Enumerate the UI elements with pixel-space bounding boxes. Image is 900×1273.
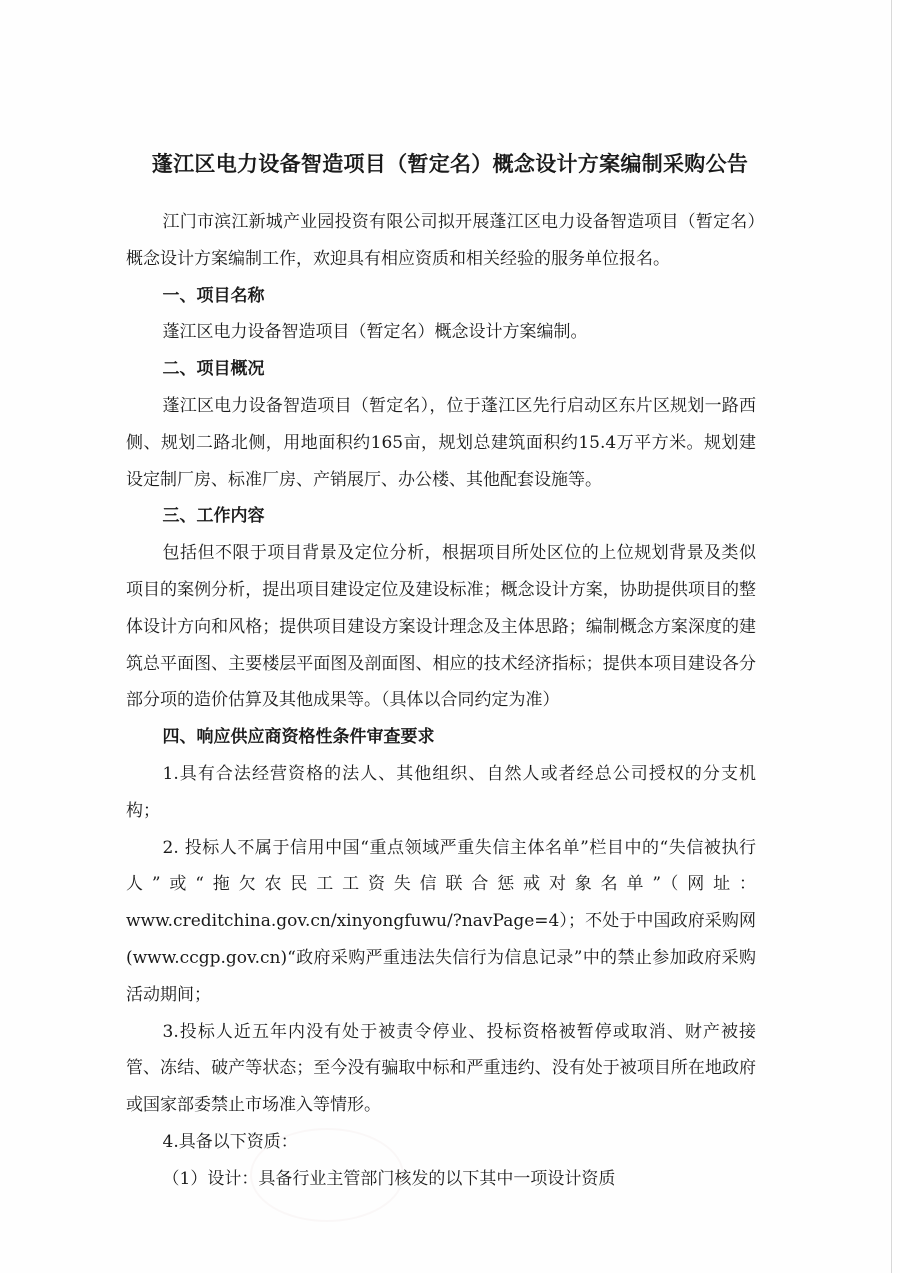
- section-heading-project-name: 一、项目名称: [162, 285, 265, 306]
- project-overview-paragraph: 蓬江区电力设备智造项目（暂定名），位于蓬江区先行启动区东片区规划一路西侧、规划二路北侧，用地面积约165亩，规划总建筑面积约15.4万平方米。规划建设定制厂房、标准厂房、产销展厅、办公楼、其他配套设施等。: [126, 395, 756, 490]
- page-edge-line: [891, 0, 892, 1273]
- work-content-paragraph: 包括但不限于项目背景及定位分析，根据项目所处区位的上位规划背景及类似项目的案例分析，提出项目建设定位及建设标准；概念设计方案，协助提供项目的整体设计方向和风格；提供项目建设方案设计理念及主体思路；编制概念方案深度的建筑总平面图、主要楼层平面图及剖面图、相应的技术经济指标；提供本项目建设各分部分项的造价估算及其他成果等。（具体以合同约定为准）: [126, 543, 756, 711]
- qualification-item-4: 4.具备以下资质：: [162, 1131, 298, 1152]
- section-heading-project-overview: 二、项目概况: [162, 359, 265, 380]
- intro-paragraph: 江门市滨江新城产业园投资有限公司拟开展蓬江区电力设备智造项目（暂定名）概念设计方案编制工作，欢迎具有相应资质和相关经验的服务单位报名。: [126, 212, 756, 269]
- qualification-item-4-1: （1）设计：具备行业主管部门核发的以下其中一项设计资质: [162, 1168, 616, 1189]
- section-heading-qualification: 四、响应供应商资格性条件审查要求: [162, 727, 435, 748]
- document-title: 蓬江区电力设备智造项目（暂定名）概念设计方案编制采购公告: [151, 152, 749, 176]
- project-name-paragraph: 蓬江区电力设备智造项目（暂定名）概念设计方案编制。: [162, 322, 588, 343]
- section-heading-work-content: 三、工作内容: [162, 506, 265, 527]
- qualification-item-3: 3.投标人近五年内没有处于被责令停业、投标资格被暂停或取消、财产被接管、冻结、破产等状态；至今没有骗取中标和严重违约、没有处于被项目所在地政府或国家部委禁止市场准入等情形。: [126, 1021, 756, 1116]
- faint-seal-mark: [250, 1128, 404, 1222]
- qualification-item-1: 1.具有合法经营资格的法人、其他组织、自然人或者经总公司授权的分支机构；: [126, 763, 756, 821]
- qualification-item-2: 2. 投标人不属于信用中国“重点领域严重失信主体名单”栏目中的“失信被执行人”或“拖欠农民工工资失信联合惩戒对象名单”（网址：www.creditchina.gov.cn/xinyongfuwu/?navPage=4）；不处于中国政府采购网(www.ccgp.gov.cn)“政府采购严重违法失信行为信息记录”中的禁止参加政府采购活动期间；: [126, 837, 756, 1005]
- document-body: [126, 204, 756, 1198]
